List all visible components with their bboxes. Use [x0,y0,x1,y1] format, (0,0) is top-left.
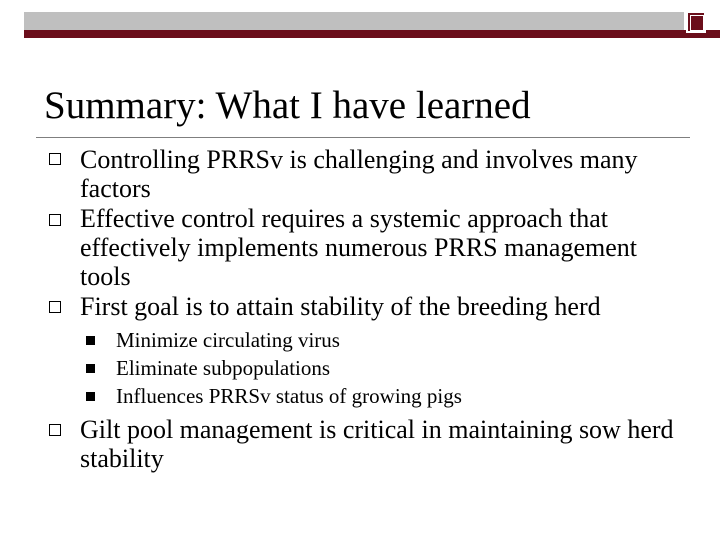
filled-square-bullet-icon [86,336,95,345]
bullet-item: Gilt pool management is critical in maintaining sow herd stability [80,415,674,473]
hollow-square-bullet-icon [49,301,61,313]
bullet-item: First goal is to attain stability of the breeding herd [80,292,601,321]
sub-bullet-item: Eliminate subpopulations [116,356,331,380]
hollow-square-bullet-icon [49,424,61,436]
sub-bullet-item: Influences PRRSv status of growing pigs [116,384,462,408]
hollow-square-bullet-icon [49,153,61,165]
sub-bullet-item: Minimize circulating virus [116,328,340,352]
filled-square-bullet-icon [86,364,95,373]
filled-square-bullet-icon [86,392,95,401]
bullet-item: Effective control requires a systemic approach that effectively implements numerous PRRS management tools [80,204,637,291]
bullet-item: Controlling PRRSv is challenging and involves many factors [80,145,638,203]
hollow-square-bullet-icon [49,214,61,226]
slide-title: Summary: What I have learned [44,84,531,127]
